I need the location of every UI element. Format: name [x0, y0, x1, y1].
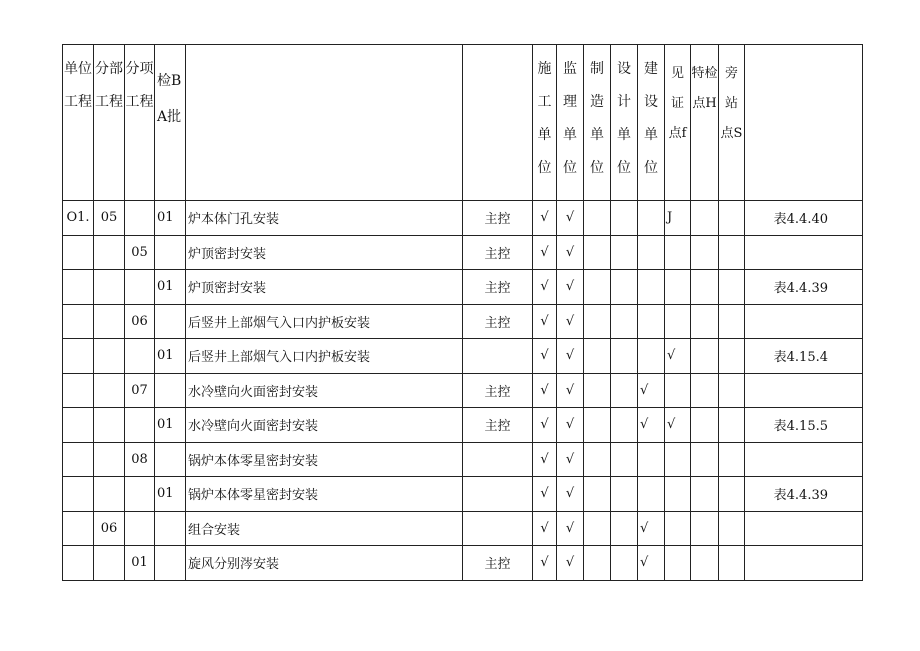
cell-design: [611, 304, 638, 339]
cell-form: 表4.4.39: [745, 270, 863, 305]
cell-construction: √: [533, 477, 557, 512]
cell-special: [691, 546, 719, 581]
cell-special: [691, 304, 719, 339]
cell-supervision: √: [557, 477, 584, 512]
cell-design: [611, 235, 638, 270]
cell-batch: 01: [155, 339, 186, 374]
table-row: [63, 339, 863, 374]
cell-supervision: √: [557, 304, 584, 339]
cell-batch: [155, 442, 186, 477]
cell-manufacture: [584, 408, 611, 443]
cell-form: 表4.15.4: [745, 339, 863, 374]
cell-design: [611, 339, 638, 374]
cell-owner: [638, 477, 665, 512]
cell-category: 主控: [463, 235, 533, 270]
table-body: [63, 201, 863, 581]
cell-supervision: √: [557, 339, 584, 374]
cell-special: [691, 201, 719, 236]
cell-name: 后竖井上部烟气入口内护板安装: [186, 339, 463, 374]
cell-owner: [638, 201, 665, 236]
cell-special: [691, 339, 719, 374]
cell-design: [611, 408, 638, 443]
cell-category: 主控: [463, 304, 533, 339]
header-manufacture: 制造单位: [584, 45, 611, 201]
cell-construction: √: [533, 546, 557, 581]
cell-name: 水冷壁向火面密封安装: [186, 373, 463, 408]
table-row: [63, 270, 863, 305]
cell-name: 水冷壁向火面密封安装: [186, 408, 463, 443]
cell-design: [611, 546, 638, 581]
cell-supervision: √: [557, 442, 584, 477]
cell-subitem: [125, 339, 155, 374]
cell-subitem: [125, 408, 155, 443]
cell-batch: 01: [155, 408, 186, 443]
cell-form: 表4.4.40: [745, 201, 863, 236]
cell-unit: [63, 477, 94, 512]
cell-construction: √: [533, 373, 557, 408]
cell-sidestation: [719, 373, 745, 408]
cell-sidestation: [719, 270, 745, 305]
cell-category: 主控: [463, 270, 533, 305]
cell-witness: J: [665, 201, 691, 236]
cell-design: [611, 442, 638, 477]
header-category: [463, 45, 533, 201]
cell-owner: [638, 442, 665, 477]
cell-sidestation: [719, 511, 745, 546]
cell-special: [691, 511, 719, 546]
cell-manufacture: [584, 477, 611, 512]
cell-name: 旋风分别涔安装: [186, 546, 463, 581]
header-subitem: 分项工程: [125, 45, 155, 201]
cell-witness: √: [665, 339, 691, 374]
cell-form: [745, 304, 863, 339]
header-supervision: 监理单位: [557, 45, 584, 201]
cell-division: [94, 339, 125, 374]
cell-name: 炉顶密封安装: [186, 270, 463, 305]
cell-sidestation: [719, 304, 745, 339]
cell-subitem: 01: [125, 546, 155, 581]
table-row: [63, 546, 863, 581]
cell-design: [611, 511, 638, 546]
cell-form: [745, 546, 863, 581]
cell-sidestation: [719, 477, 745, 512]
header-witness: 见证点f: [665, 45, 691, 201]
cell-sidestation: [719, 339, 745, 374]
cell-division: [94, 442, 125, 477]
cell-design: [611, 373, 638, 408]
header-row: [63, 45, 863, 201]
cell-witness: [665, 477, 691, 512]
cell-category: [463, 442, 533, 477]
table-row: [63, 477, 863, 512]
cell-construction: √: [533, 408, 557, 443]
cell-division: [94, 235, 125, 270]
cell-unit: [63, 339, 94, 374]
cell-sidestation: [719, 201, 745, 236]
cell-special: [691, 477, 719, 512]
cell-batch: [155, 511, 186, 546]
cell-supervision: √: [557, 201, 584, 236]
table-row: [63, 442, 863, 477]
table-row: [63, 408, 863, 443]
cell-owner: √: [638, 408, 665, 443]
cell-witness: [665, 546, 691, 581]
cell-special: [691, 442, 719, 477]
cell-unit: [63, 408, 94, 443]
table-row: [63, 235, 863, 270]
cell-owner: √: [638, 511, 665, 546]
cell-construction: √: [533, 304, 557, 339]
cell-form: 表4.15.5: [745, 408, 863, 443]
cell-owner: [638, 270, 665, 305]
cell-subitem: 05: [125, 235, 155, 270]
header-batch: 检BA批: [155, 45, 186, 201]
cell-form: [745, 235, 863, 270]
cell-owner: √: [638, 373, 665, 408]
cell-manufacture: [584, 201, 611, 236]
cell-supervision: √: [557, 270, 584, 305]
cell-form: [745, 442, 863, 477]
cell-form: 表4.4.39: [745, 477, 863, 512]
cell-special: [691, 270, 719, 305]
cell-name: 后竖井上部烟气入口内护板安装: [186, 304, 463, 339]
cell-witness: [665, 270, 691, 305]
cell-witness: [665, 442, 691, 477]
cell-name: 炉顶密封安装: [186, 235, 463, 270]
header-special: 特检点H: [691, 45, 719, 201]
cell-manufacture: [584, 270, 611, 305]
header-division: 分部工程: [94, 45, 125, 201]
cell-division: [94, 408, 125, 443]
cell-subitem: 06: [125, 304, 155, 339]
cell-name: 锅炉本体零星密封安装: [186, 477, 463, 512]
cell-unit: [63, 373, 94, 408]
cell-manufacture: [584, 442, 611, 477]
cell-witness: [665, 304, 691, 339]
header-unit: 单位工程: [63, 45, 94, 201]
cell-construction: √: [533, 511, 557, 546]
cell-category: [463, 477, 533, 512]
cell-unit: [63, 235, 94, 270]
cell-special: [691, 373, 719, 408]
cell-special: [691, 235, 719, 270]
cell-batch: [155, 235, 186, 270]
cell-division: 06: [94, 511, 125, 546]
cell-design: [611, 201, 638, 236]
inspection-table: [62, 44, 863, 581]
cell-form: [745, 373, 863, 408]
cell-unit: [63, 270, 94, 305]
cell-category: [463, 511, 533, 546]
cell-category: [463, 339, 533, 374]
cell-manufacture: [584, 511, 611, 546]
cell-construction: √: [533, 235, 557, 270]
header-owner: 建设单位: [638, 45, 665, 201]
cell-division: [94, 477, 125, 512]
cell-unit: [63, 304, 94, 339]
cell-subitem: [125, 201, 155, 236]
cell-witness: √: [665, 408, 691, 443]
cell-batch: 01: [155, 201, 186, 236]
cell-form: [745, 511, 863, 546]
cell-division: [94, 304, 125, 339]
cell-name: 炉本体门孔安装: [186, 201, 463, 236]
cell-division: [94, 270, 125, 305]
header-form: [745, 45, 863, 201]
cell-supervision: √: [557, 235, 584, 270]
cell-division: 05: [94, 201, 125, 236]
cell-category: 主控: [463, 201, 533, 236]
cell-witness: [665, 511, 691, 546]
cell-division: [94, 546, 125, 581]
cell-subitem: 07: [125, 373, 155, 408]
cell-unit: [63, 511, 94, 546]
cell-unit: O1.: [63, 201, 94, 236]
table-row: [63, 201, 863, 236]
cell-design: [611, 477, 638, 512]
cell-design: [611, 270, 638, 305]
table-row: [63, 304, 863, 339]
cell-sidestation: [719, 442, 745, 477]
cell-sidestation: [719, 408, 745, 443]
cell-owner: √: [638, 546, 665, 581]
cell-construction: √: [533, 442, 557, 477]
cell-witness: [665, 373, 691, 408]
cell-owner: [638, 339, 665, 374]
cell-owner: [638, 235, 665, 270]
cell-sidestation: [719, 546, 745, 581]
table-row: [63, 511, 863, 546]
cell-unit: [63, 546, 94, 581]
cell-manufacture: [584, 339, 611, 374]
cell-category: 主控: [463, 408, 533, 443]
cell-supervision: √: [557, 546, 584, 581]
cell-category: 主控: [463, 373, 533, 408]
cell-supervision: √: [557, 373, 584, 408]
cell-manufacture: [584, 373, 611, 408]
cell-manufacture: [584, 546, 611, 581]
cell-construction: √: [533, 201, 557, 236]
cell-division: [94, 373, 125, 408]
cell-subitem: [125, 270, 155, 305]
cell-category: 主控: [463, 546, 533, 581]
cell-manufacture: [584, 235, 611, 270]
cell-witness: [665, 235, 691, 270]
cell-subitem: 08: [125, 442, 155, 477]
header-design: 设计单位: [611, 45, 638, 201]
cell-subitem: [125, 477, 155, 512]
cell-name: 锅炉本体零星密封安装: [186, 442, 463, 477]
cell-owner: [638, 304, 665, 339]
cell-subitem: [125, 511, 155, 546]
cell-batch: [155, 373, 186, 408]
cell-batch: [155, 546, 186, 581]
header-construction: 施工单位: [533, 45, 557, 201]
cell-unit: [63, 442, 94, 477]
cell-supervision: √: [557, 408, 584, 443]
header-sidestation: 旁站点S: [719, 45, 745, 201]
cell-batch: 01: [155, 477, 186, 512]
header-name: [186, 45, 463, 201]
cell-sidestation: [719, 235, 745, 270]
cell-name: 组合安装: [186, 511, 463, 546]
cell-supervision: √: [557, 511, 584, 546]
cell-construction: √: [533, 270, 557, 305]
cell-construction: √: [533, 339, 557, 374]
table-row: [63, 373, 863, 408]
cell-special: [691, 408, 719, 443]
cell-manufacture: [584, 304, 611, 339]
cell-batch: 01: [155, 270, 186, 305]
cell-batch: [155, 304, 186, 339]
